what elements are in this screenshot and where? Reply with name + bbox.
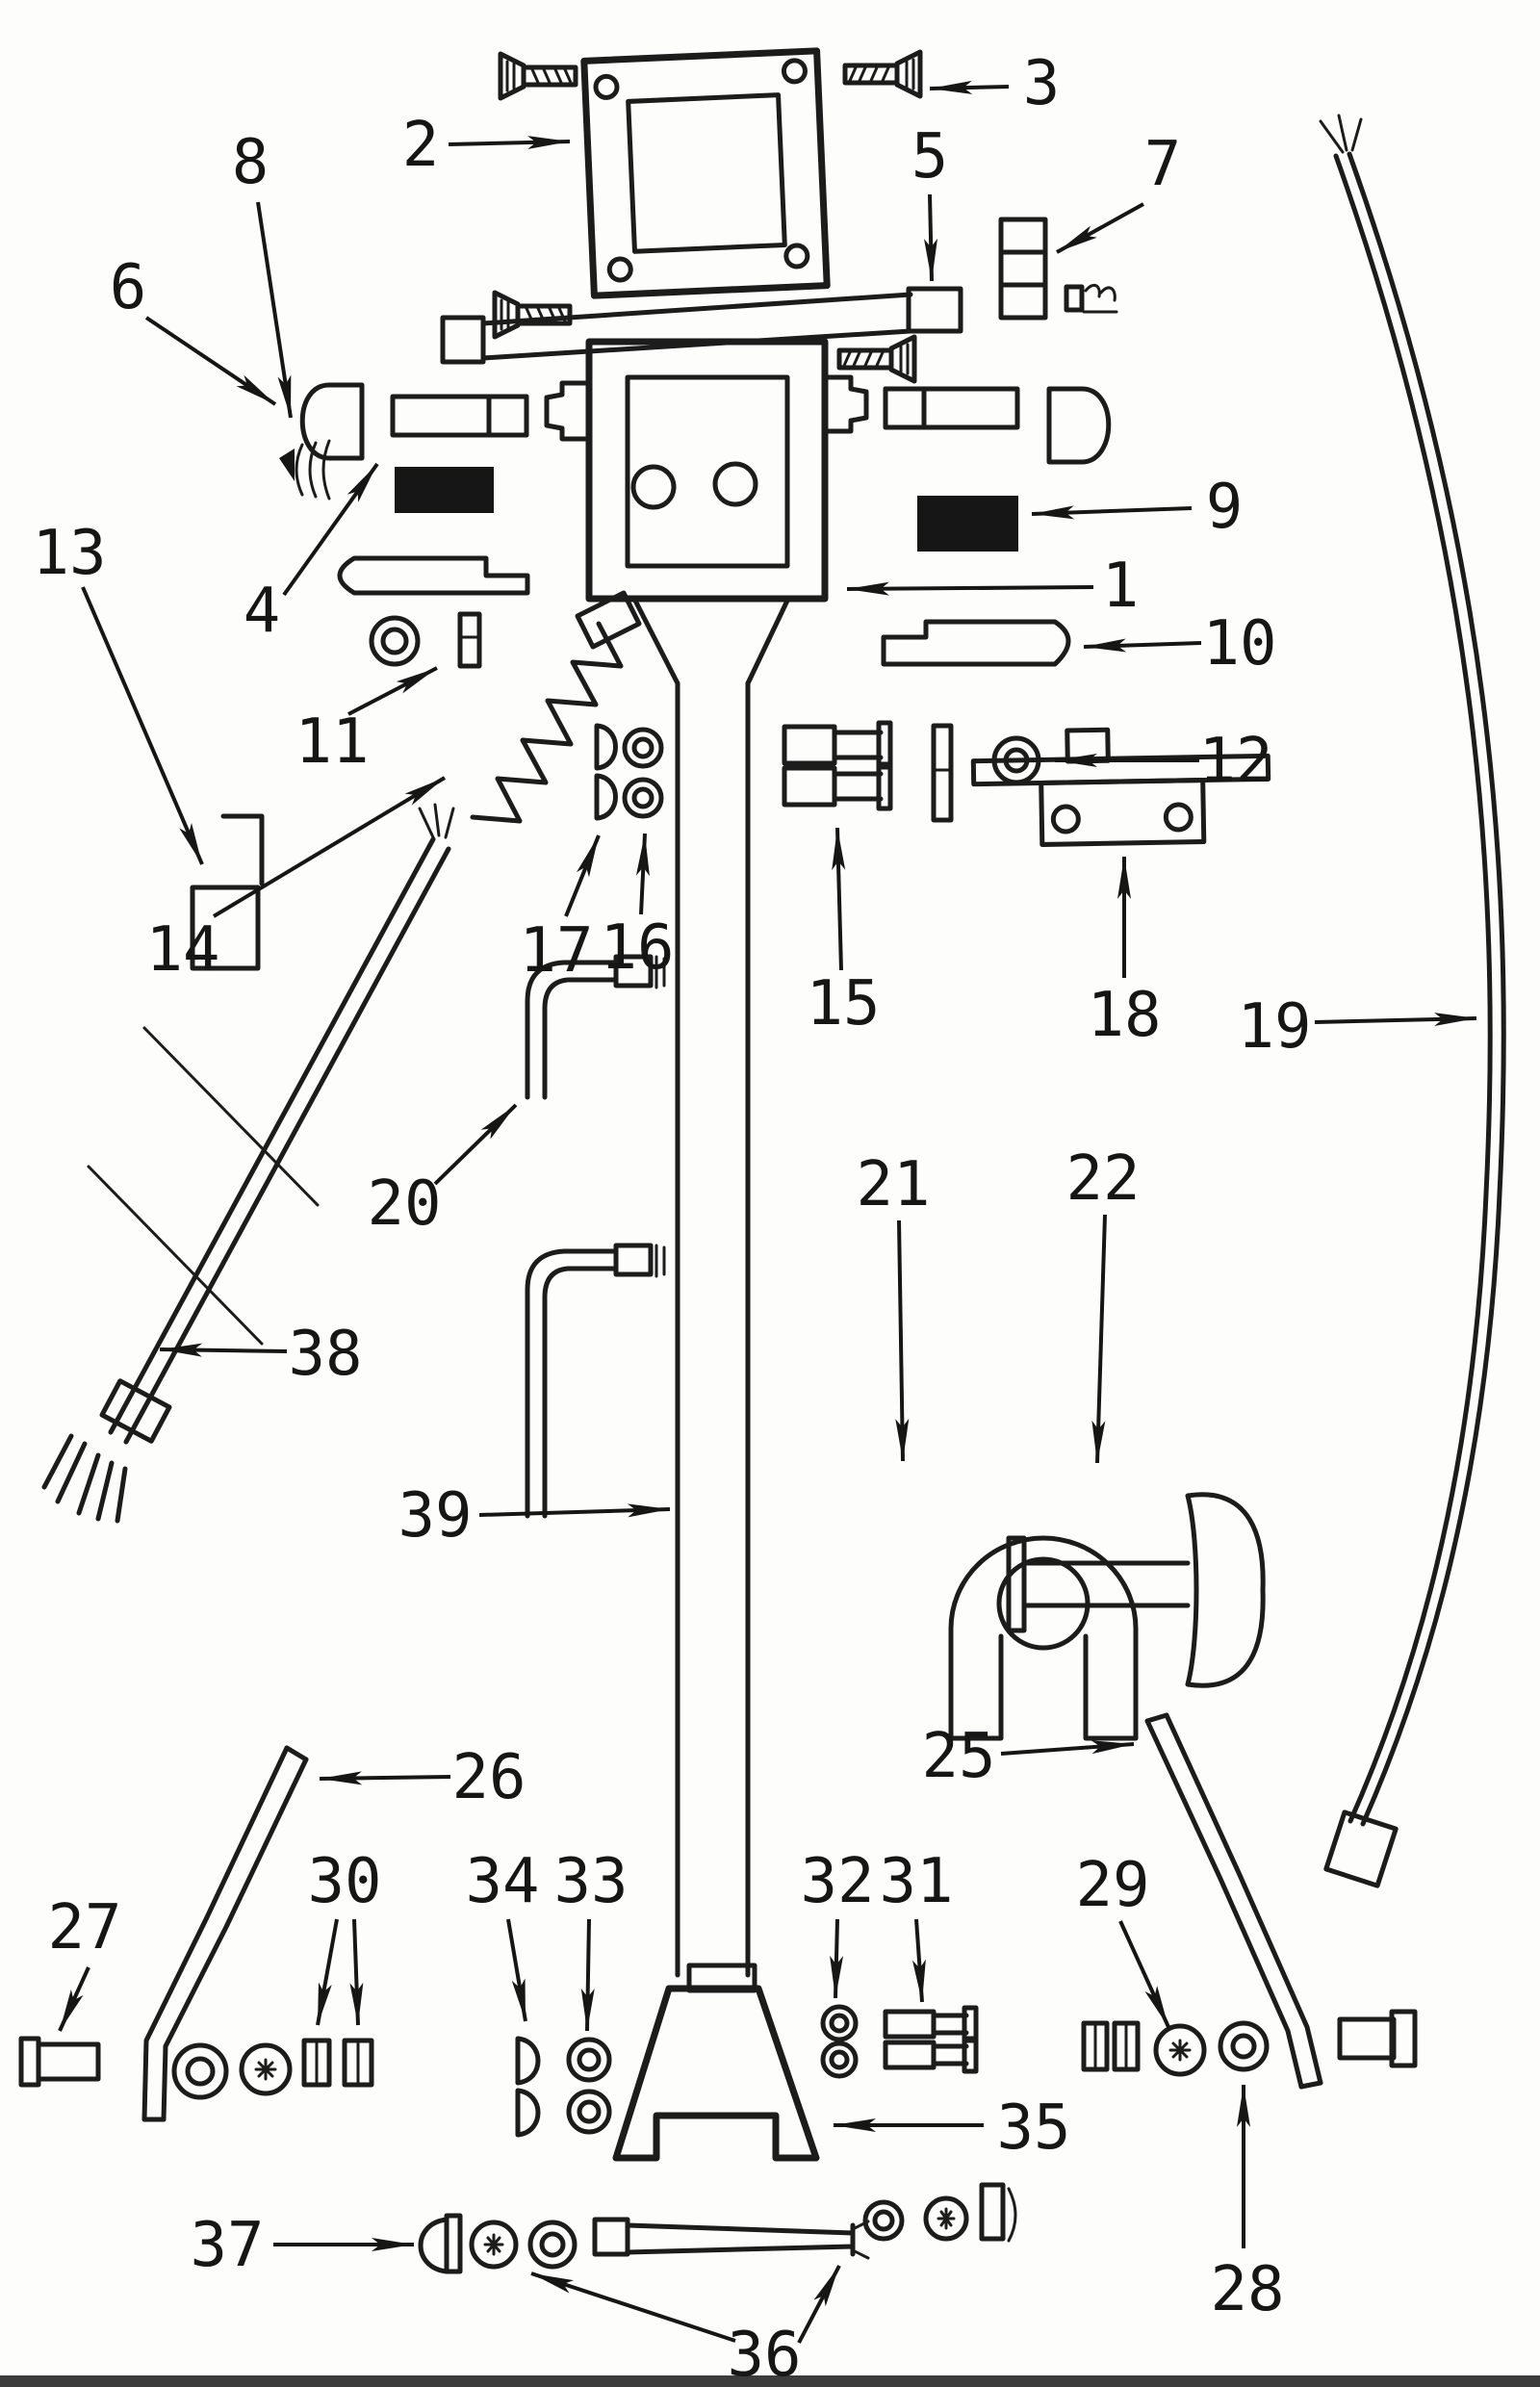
callout-25	[921, 1721, 1134, 1792]
plate-corner-hole-icon	[785, 244, 808, 267]
callout-22-label: 22	[1065, 1143, 1141, 1215]
callout-8-arrow	[258, 202, 291, 418]
part-33-rings	[569, 2040, 609, 2132]
callout-1-label: 1	[1101, 551, 1140, 622]
part-3-screw-icon	[495, 293, 570, 337]
part-3-screw-icon	[500, 54, 576, 98]
callout-15-label: 15	[806, 968, 881, 1040]
part-30-washers-and-nuts	[174, 2040, 372, 2097]
callout-4	[244, 464, 377, 647]
bracket-hole-icon	[1053, 807, 1078, 832]
callout-37-label: 37	[190, 2210, 265, 2281]
part-7-small-screw-icon	[1066, 285, 1116, 312]
callout-22	[1065, 1143, 1140, 1463]
part-31-shoulder-bolts	[886, 2008, 976, 2071]
part-17-half-nuts	[597, 726, 616, 818]
part-4-pivot-bolt-right	[886, 389, 1017, 427]
callout-7-label: 7	[1143, 129, 1182, 200]
callout-16-arrow	[641, 834, 645, 914]
callout-33-label: 33	[553, 1846, 629, 1917]
callout-39-arrow	[479, 1509, 670, 1515]
part-right-leg-screw	[1340, 2012, 1415, 2066]
callout-25-arrow	[1001, 1744, 1134, 1754]
callout-29-arrow	[1120, 1921, 1168, 2027]
callout-34	[465, 1846, 539, 2021]
callout-20	[367, 1105, 516, 1240]
callout-21-arrow	[899, 1220, 903, 1461]
part-36-washer-star-left	[472, 2222, 516, 2267]
callout-19-arrow	[1315, 1018, 1476, 1022]
callout-13-label: 13	[32, 518, 107, 589]
callout-26-arrow	[320, 1777, 450, 1779]
head-hole-icon	[633, 467, 674, 507]
callout-21	[856, 1149, 930, 1461]
callout-8-label: 8	[231, 127, 270, 198]
part-34-half-nuts	[518, 2039, 538, 2135]
callout-1-arrow	[847, 587, 1093, 589]
callout-19-label: 19	[1237, 991, 1312, 1063]
callout-21-label: 21	[856, 1149, 931, 1220]
callout-15-arrow	[837, 828, 841, 970]
callout-5-arrow	[930, 194, 932, 281]
part-3-screw-icon	[845, 52, 920, 96]
part-15-clevis-pins	[784, 723, 890, 808]
part-36-washer-star-right	[926, 2198, 966, 2239]
callout-28	[1210, 2085, 1284, 2325]
callout-11	[295, 668, 437, 778]
callout-17	[519, 835, 599, 987]
callout-30-arrow	[318, 1919, 337, 2025]
callout-32-label: 32	[800, 1846, 875, 1917]
callout-12-label: 12	[1198, 726, 1273, 797]
callout-26	[320, 1742, 526, 1813]
part-10-latch-key-right	[884, 622, 1068, 664]
part-28-flat-washer	[1220, 2023, 1267, 2069]
part-36-washer-ring-left	[530, 2222, 575, 2267]
part-9-pad-right	[917, 496, 1018, 552]
parts-layer	[0, 51, 1540, 2387]
callout-10-label: 10	[1202, 608, 1277, 680]
callout-18	[1087, 857, 1161, 1051]
callout-38-label: 38	[288, 1319, 363, 1390]
callout-30-label: 30	[307, 1846, 382, 1917]
plate-corner-hole-icon	[783, 60, 806, 82]
callout-10-arrow	[1084, 643, 1201, 647]
part-12-pin	[934, 726, 951, 820]
part-25-right-leg	[1147, 1715, 1321, 2087]
callout-18-label: 18	[1087, 980, 1162, 1051]
callout-32-arrow	[835, 1919, 837, 1998]
part-3-screw-icon	[839, 337, 914, 381]
callout-3-label: 3	[1022, 48, 1061, 119]
part-27-leg-bolt	[21, 2039, 98, 2085]
callout-22-arrow	[1097, 1215, 1105, 1463]
part-10-latch-key-left	[340, 558, 527, 593]
callout-20-arrow	[435, 1105, 516, 1184]
callout-14-arrow	[214, 778, 445, 916]
callout-36	[531, 2266, 839, 2387]
callout-1	[847, 551, 1139, 622]
callout-38	[160, 1319, 363, 1390]
part-7-spacer-block	[1001, 219, 1045, 318]
part-9-pad-left	[395, 467, 494, 513]
callout-37	[190, 2210, 414, 2281]
callout-17-label: 17	[519, 915, 594, 987]
part-36-axle-rod	[595, 2220, 868, 2258]
part-32-rings	[823, 2007, 856, 2076]
callout-15	[806, 828, 880, 1040]
callout-7	[1057, 129, 1181, 252]
callout-3-arrow	[930, 87, 1009, 89]
callout-39	[398, 1480, 670, 1552]
part-36-spacer-pin	[982, 2185, 1015, 2241]
part-20-elbow-lower	[527, 1245, 664, 1516]
callout-11-label: 11	[295, 706, 370, 778]
part-19-curved-band	[1321, 116, 1503, 1886]
callout-2-label: 2	[401, 110, 440, 181]
part-37-dome-nut	[421, 2216, 460, 2272]
part-6-dome-cap	[302, 385, 362, 458]
callout-28-label: 28	[1210, 2254, 1285, 2325]
callout-35-label: 35	[996, 2092, 1071, 2164]
callout-25-label: 25	[921, 1721, 996, 1792]
callout-29	[1075, 1850, 1168, 2027]
callout-32	[800, 1846, 874, 1998]
callout-27-arrow	[60, 1967, 89, 2031]
callout-13	[32, 518, 202, 864]
callout-8	[232, 127, 291, 418]
plate-corner-hole-icon	[596, 76, 618, 98]
callout-30	[307, 1846, 381, 2025]
part-11-pin	[460, 614, 479, 666]
part-38-wand	[44, 805, 453, 1521]
callout-6	[110, 252, 275, 404]
callout-27-label: 27	[47, 1892, 122, 1964]
callout-39-label: 39	[398, 1480, 473, 1552]
callout-31	[879, 1846, 953, 2002]
callout-29-label: 29	[1075, 1850, 1150, 1921]
callout-14-label: 14	[145, 914, 220, 986]
callout-5	[911, 121, 949, 281]
bracket-hole-icon	[1166, 805, 1191, 830]
callout-16-label: 16	[600, 912, 675, 984]
callout-19	[1237, 991, 1476, 1063]
callout-12	[1055, 726, 1273, 797]
callout-14	[145, 778, 445, 986]
callout-17-arrow	[566, 835, 599, 916]
part-16-lock-rings	[625, 730, 661, 816]
part-11-washer-icon	[372, 618, 418, 664]
part-35-base-shoe	[616, 1965, 816, 2158]
callout-20-label: 20	[367, 1168, 442, 1240]
callout-34-label: 34	[465, 1846, 540, 1917]
part-21-fork-clamp	[951, 1538, 1136, 1738]
callout-2-arrow	[449, 141, 570, 144]
part-36-washer-ring-right	[865, 2202, 902, 2239]
callout-9-arrow	[1032, 508, 1192, 514]
callout-36-label: 36	[727, 2320, 802, 2387]
callout-9	[1032, 472, 1243, 543]
callout-33-arrow	[587, 1919, 589, 2031]
part-2-mounting-plate	[584, 51, 827, 295]
callout-9-label: 9	[1205, 472, 1244, 543]
callout-35	[834, 2092, 1071, 2164]
callout-31-label: 31	[879, 1846, 954, 1917]
callout-5-label: 5	[911, 121, 949, 192]
callout-6-label: 6	[109, 252, 147, 323]
part-8-coil-screw-icon	[279, 441, 329, 499]
callout-31-arrow	[916, 1919, 922, 2002]
part-29-nuts-and-star-washer	[1084, 2023, 1204, 2074]
head-hole-icon	[715, 464, 756, 504]
callout-27	[47, 1892, 121, 2031]
part-4-pivot-bolt-left	[393, 397, 526, 435]
callout-7-arrow	[1057, 204, 1143, 252]
callout-26-label: 26	[451, 1742, 526, 1813]
callout-4-label: 4	[243, 576, 281, 647]
plate-corner-hole-icon	[609, 258, 631, 280]
callout-36-arrow	[531, 2273, 735, 2341]
callout-13-arrow	[83, 587, 202, 864]
callout-6-arrow	[146, 318, 275, 404]
callout-33	[553, 1846, 628, 2031]
callout-36-arrow	[799, 2266, 839, 2343]
callout-38-arrow	[160, 1349, 287, 1351]
part-6-dome-cap-right	[1049, 389, 1109, 462]
callout-16	[600, 834, 674, 984]
part-1-head-housing	[547, 342, 866, 599]
callout-3	[930, 48, 1060, 119]
callout-2	[402, 110, 570, 181]
callout-34-arrow	[508, 1919, 526, 2021]
callout-30-arrow	[354, 1919, 358, 2025]
